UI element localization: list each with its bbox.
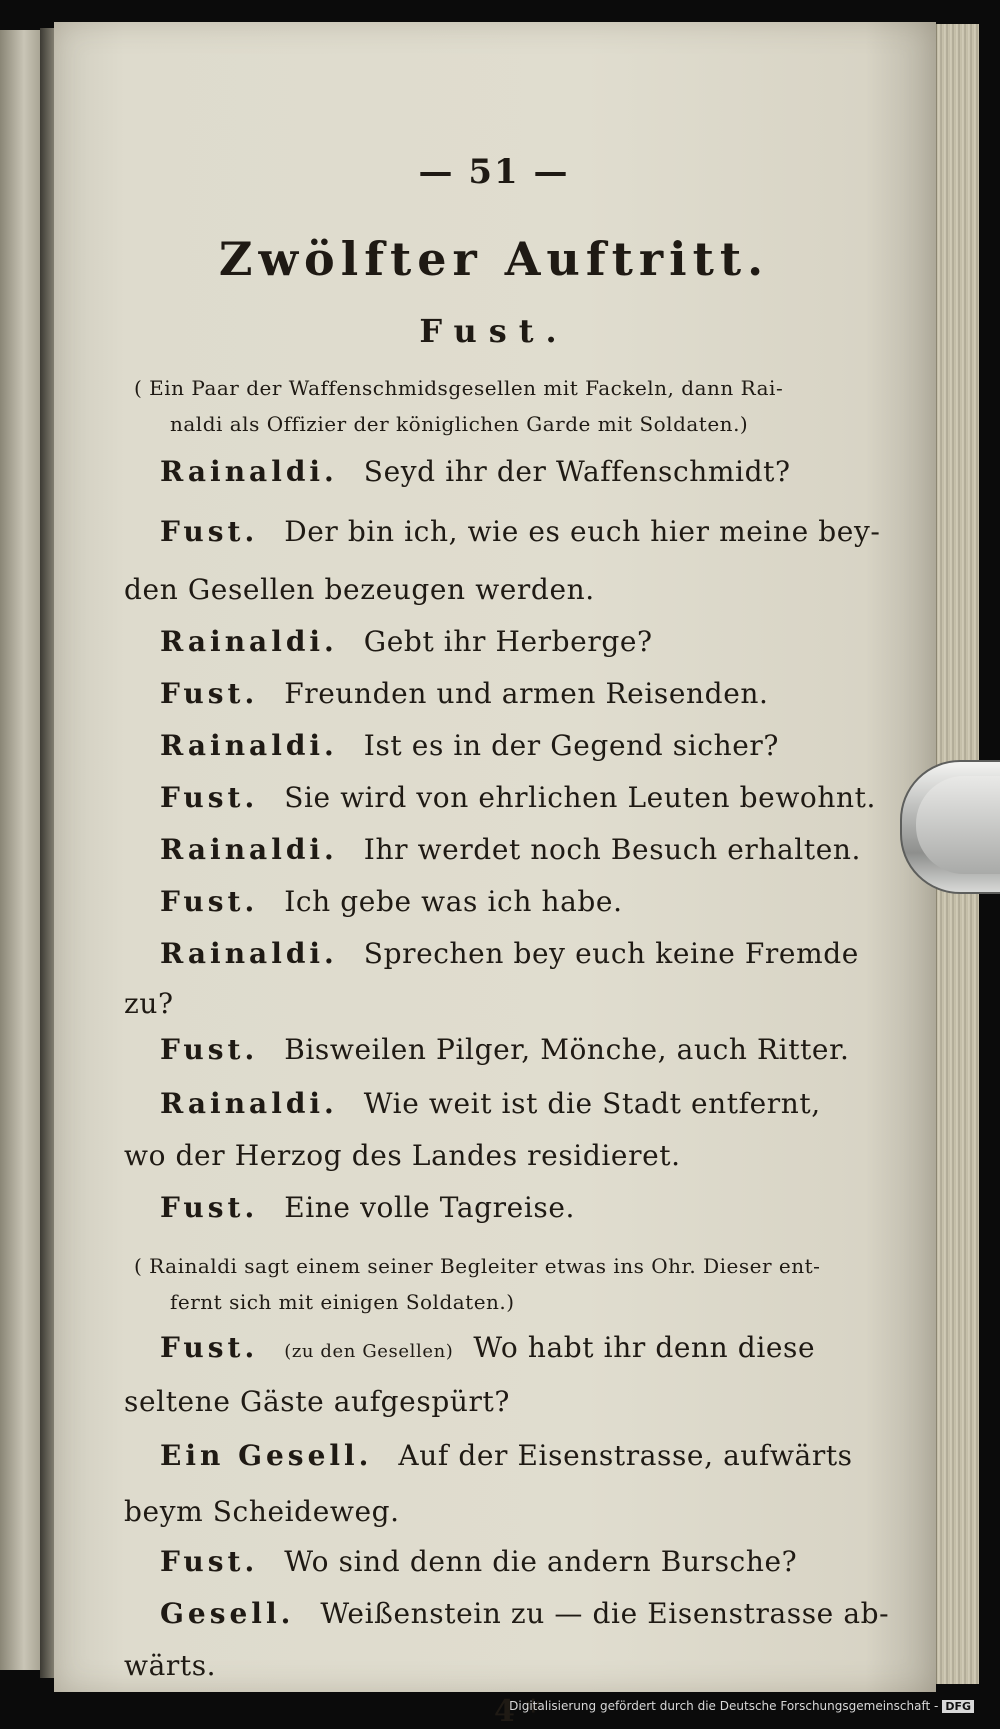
speaker: Rainaldi. — [160, 937, 338, 970]
dialogue-line — [124, 570, 864, 610]
speaker: Gesell. — [160, 1597, 295, 1630]
speech: Ihr werdet noch Besuch erhalten. — [363, 833, 862, 866]
dialogue-line — [124, 1646, 864, 1686]
speech: den Gesellen bezeugen werden. — [124, 573, 595, 606]
speaker: Rainaldi. — [160, 729, 338, 762]
speech: Wo sind denn die andern Bursche? — [284, 1545, 798, 1578]
speaker: Fust. — [160, 781, 259, 814]
dialogue-line — [124, 452, 900, 492]
speaker: Rainaldi. — [160, 455, 338, 488]
speech: Der bin ich, wie es euch hier meine bey- — [284, 515, 881, 548]
dialogue-line — [124, 778, 900, 818]
stage-direction — [134, 370, 864, 442]
speaker: Rainaldi. — [160, 833, 338, 866]
speaker: Fust. — [160, 1545, 259, 1578]
stage-aside: (zu den Gesellen) — [284, 1341, 454, 1362]
stage-direction-line: ( Ein Paar der Waffenschmidsgesellen mit Fackeln, dann Rai- — [134, 376, 784, 400]
speech: Bisweilen Pilger, Mönche, auch Ritter. — [284, 1033, 850, 1066]
dialogue-line — [124, 674, 900, 714]
dialogue-line — [124, 726, 900, 766]
speaker: Rainaldi. — [160, 1087, 338, 1120]
stage-direction-line: ( Rainaldi sagt einem seiner Begleiter etwas ins Ohr. Dieser ent- — [134, 1254, 821, 1278]
dialogue-line — [124, 1436, 900, 1476]
speaker: Ein Gesell. — [160, 1439, 373, 1472]
speaker: Rainaldi. — [160, 625, 338, 658]
speaker: Fust. — [160, 515, 259, 548]
dialogue-line — [124, 1188, 900, 1228]
speech: wo der Herzog des Landes residieret. — [124, 1139, 681, 1172]
speech: Ich gebe was ich habe. — [284, 885, 623, 918]
speech: Auf der Eisenstrasse, aufwärts — [398, 1439, 853, 1472]
speech: seltene Gäste aufgespürt? — [124, 1385, 510, 1418]
dialogue-line — [124, 1542, 900, 1582]
dialogue-line — [124, 1382, 864, 1422]
stage-direction-line: fernt sich mit einigen Soldaten.) — [170, 1290, 515, 1314]
dialogue-line — [124, 934, 900, 974]
speech: Wo habt ihr denn diese — [473, 1331, 816, 1364]
stage-direction — [134, 1248, 864, 1320]
dialogue-line — [124, 984, 864, 1024]
speech: Weißenstein zu — die Eisenstrasse ab- — [320, 1597, 890, 1630]
dialogue-line — [124, 512, 900, 552]
speaker: Fust. — [160, 1331, 259, 1364]
signature-mark: 4 * — [494, 1694, 542, 1729]
speech: Gebt ihr Herberge? — [363, 625, 653, 658]
speaker: Fust. — [160, 677, 259, 710]
dialogue-line — [124, 622, 900, 662]
scene-title: Zwölfter Auftritt. — [218, 232, 770, 286]
speaker: Fust. — [160, 1033, 259, 1066]
book-clamp — [900, 760, 1000, 894]
book-clamp-inner — [916, 776, 1000, 874]
speech: Sie wird von ehrlichen Leuten bewohnt. — [284, 781, 876, 814]
speech: wärts. — [124, 1649, 217, 1682]
speaker: Fust. — [160, 1191, 259, 1224]
dialogue-line — [124, 882, 900, 922]
speech: Wie weit ist die Stadt entfernt, — [363, 1087, 821, 1120]
dialogue-line — [124, 1492, 864, 1532]
speaker: Fust. — [160, 885, 259, 918]
dialogue-line — [124, 1136, 864, 1176]
speech: zu? — [124, 987, 174, 1020]
speech: Freunden und armen Reisenden. — [284, 677, 769, 710]
footer-text: Digitalisierung gefördert durch die Deutsche Forschungsgemeinschaft - — [509, 1699, 939, 1713]
scene-speaker: Fust. — [419, 312, 569, 350]
speech: Ist es in der Gegend sicher? — [363, 729, 779, 762]
digitization-footer — [509, 1699, 974, 1713]
dfg-logo: DFG — [942, 1700, 974, 1713]
dialogue-line — [124, 830, 900, 870]
speech: Eine volle Tagreise. — [284, 1191, 576, 1224]
dialogue-line — [124, 1084, 900, 1124]
dialogue-line — [124, 1594, 900, 1634]
stage-direction-line: naldi als Offizier der königlichen Garde mit Soldaten.) — [170, 412, 749, 436]
speech: Seyd ihr der Waffenschmidt? — [363, 455, 791, 488]
page-number: — 51 — — [418, 152, 570, 192]
speech: Sprechen bey euch keine Fremde — [363, 937, 859, 970]
dialogue-line — [124, 1030, 900, 1070]
speech: beym Scheideweg. — [124, 1495, 400, 1528]
dialogue-line — [124, 1328, 900, 1372]
previous-page-edge — [0, 30, 40, 1670]
